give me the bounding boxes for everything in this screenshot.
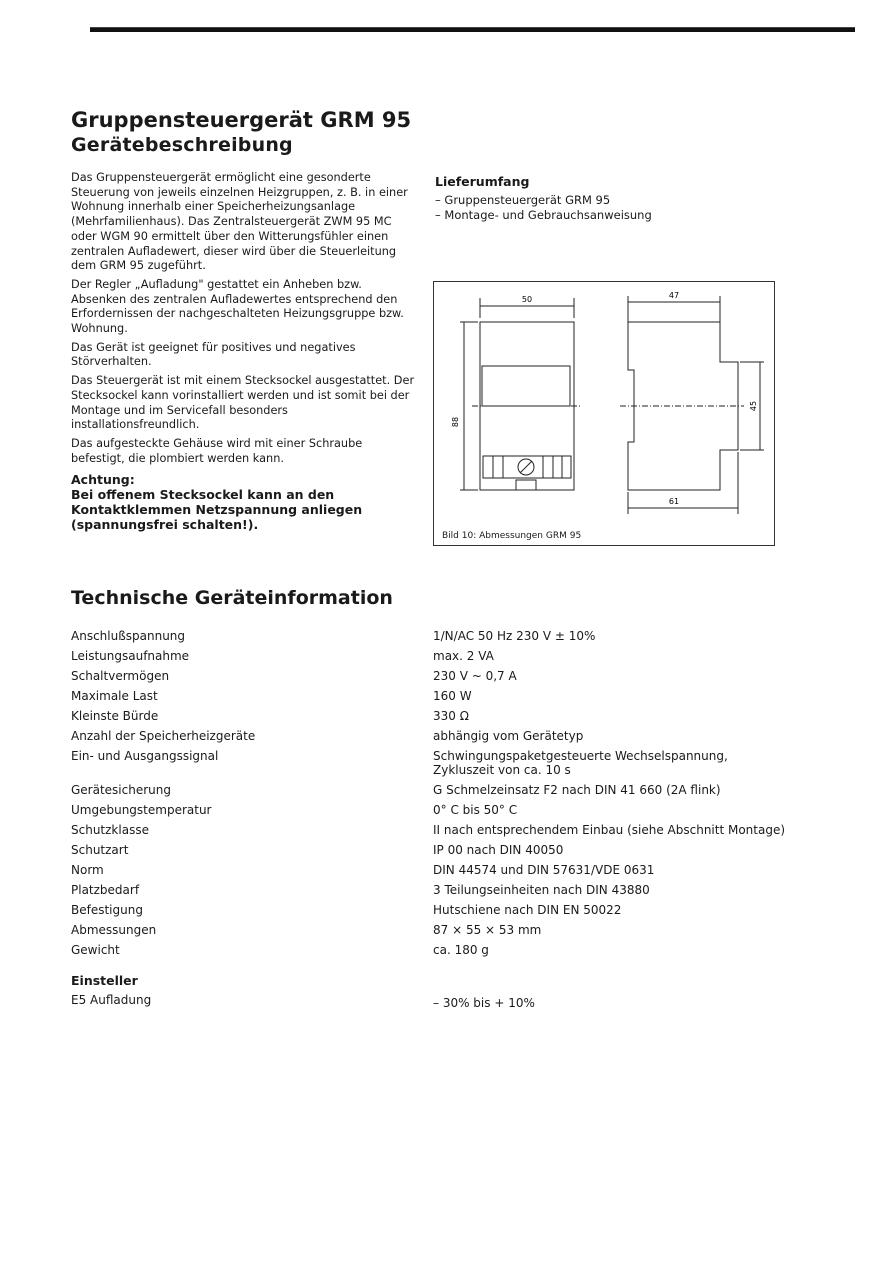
scope-item: – Montage- und Gebrauchsanweisung [435,208,652,222]
scope-item: – Gruppensteuergerät GRM 95 [435,193,611,207]
spec-label: Platzbedarf [71,883,140,897]
spec-value: Hutschiene nach DIN EN 50022 [433,903,622,917]
spec-label: Gewicht [71,943,120,957]
spec-row [71,803,851,817]
scope-title: Lieferumfang [435,174,530,189]
spec-row [71,729,851,743]
spec-value: 330 Ω [433,709,469,723]
spec-label: E5 Aufladung [71,993,152,1007]
spec-row [71,883,851,897]
spec-value-line: Schwingungspaketgesteuerte Wechselspannung, [433,749,728,763]
dim-depth-top-label: 47 [668,291,680,300]
spec-label: Norm [71,863,104,877]
spec-label: Befestigung [71,903,143,917]
spec-row [71,863,851,877]
description-paragraph: Das Gerät ist geeignet für positives und negatives Störverhalten. [71,340,356,369]
top-rule [90,28,855,32]
spec-value: G Schmelzeinsatz F2 nach DIN 41 660 (2A flink) [433,783,721,797]
spec-value: 0° C bis 50° C [433,803,518,817]
dim-height-label: 88 [451,416,460,428]
spec-label: Abmessungen [71,923,157,937]
spec-row [71,843,851,857]
spec-value: IP 00 nach DIN 40050 [433,843,564,857]
spec-row [71,629,851,643]
figure-caption: Bild 10: Abmessungen GRM 95 [442,531,582,541]
spec-value: DIN 44574 und DIN 57631/VDE 0631 [433,863,655,877]
spec-value: – 30% bis + 10% [433,996,535,1010]
warning-text: Bei offenem Stecksockel kann an den Kontaktklemmen Netzspannung anliegen (spannungsfrei schalten!). [71,487,363,533]
spec-label: Ein- und Ausgangssignal [71,749,219,763]
spec-value: 87 × 55 × 53 mm [433,923,542,937]
spec-row [71,669,851,683]
spec-label: Schutzklasse [71,823,149,837]
spec-value: 230 V ~ 0,7 A [433,669,517,683]
dimension-figure [433,281,775,546]
dim-rail-label: 45 [749,400,758,412]
spec-value: max. 2 VA [433,649,494,663]
spec-value: 3 Teilungseinheiten nach DIN 43880 [433,883,650,897]
spec-value: 160 W [433,689,472,703]
spec-value [433,749,851,777]
scope-list [435,193,652,223]
spec-row [71,923,851,937]
spec-label: Gerätesicherung [71,783,171,797]
page-title: Gruppensteuergerät GRM 95 [71,108,412,132]
description-paragraph: Das Gruppensteuergerät ermöglicht eine gesonderte Steuerung von jeweils einzelnen Heizgruppen, z. B. in einer Wohnung innerhalb einer Speicherheizungsanlage (Mehrfamilienhaus). Das Zentralsteuergerät ZWM 95 MC oder WGM 90 ermittelt über den Witterungsfühler einen zentralen Aufladewert, dieser wird über die Steuerleitung dem GRM 95 zugeführt. [71,171,408,273]
spec-label: Schutzart [71,843,129,857]
spec-value: II nach entsprechendem Einbau (siehe Abschnitt Montage) [433,823,786,837]
warning-title: Achtung: [71,472,135,488]
description-paragraph: Der Regler „Aufladung" gestattet ein Anheben bzw. Absenken des zentralen Aufladewertes entsprechend den Erfordernissen der nachgeschalteten Heizungsgruppe bzw. Wohnung. [71,277,404,336]
spec-row [71,749,851,777]
description-paragraph: Das Steuergerät ist mit einem Stecksockel ausgestattet. Der Stecksockel kann vorinstalliert werden und ist somit bei der Montage und im Servicefall besonders installationsfreundlich. [71,374,415,432]
spec-row [71,649,851,663]
spec-row [71,903,851,917]
dimension-drawing [434,282,774,545]
spec-label: Umgebungstemperatur [71,803,212,817]
section-title-tech: Technische Geräteinformation [71,587,393,609]
spec-row [71,993,851,1010]
spec-label: Kleinste Bürde [71,709,159,723]
spec-value-line: Zykluszeit von ca. 10 s [433,763,571,777]
spec-row [71,709,851,723]
dim-width-label: 50 [521,295,533,304]
spec-row [71,823,851,837]
spec-table [71,624,851,1010]
description-column [71,171,416,532]
spec-label: Maximale Last [71,689,158,703]
spec-value: abhängig vom Gerätetyp [433,729,584,743]
section-title-description: Gerätebeschreibung [71,134,293,156]
spec-row [71,943,851,957]
description-paragraph: Das aufgesteckte Gehäuse wird mit einer Schraube befestigt, die plombiert werden kann. [71,436,363,465]
spec-row [71,689,851,703]
spec-value: 1/N/AC 50 Hz 230 V ± 10% [433,629,596,643]
spec-row [71,783,851,797]
spec-label: Schaltvermögen [71,669,170,683]
spec-label: Anschlußspannung [71,629,186,643]
spec-value: ca. 180 g [433,943,489,957]
dim-depth-bottom-label: 61 [668,497,680,506]
spec-label: Leistungsaufnahme [71,649,190,663]
einsteller-title: Einsteller [71,973,138,988]
spec-label: Anzahl der Speicherheizgeräte [71,729,256,743]
